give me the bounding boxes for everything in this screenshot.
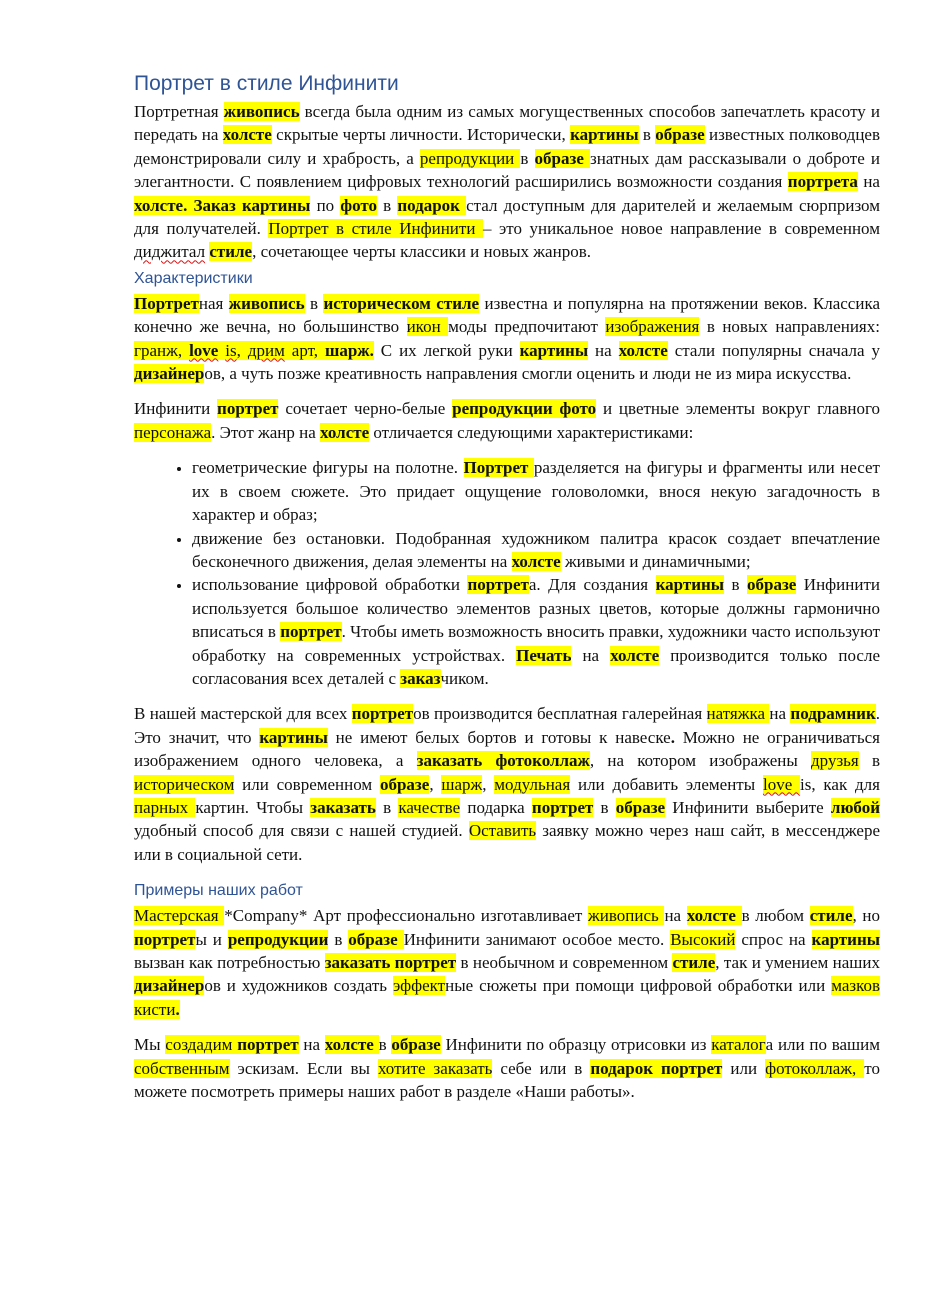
page-title: Портрет в стиле Инфинити [134,72,399,95]
highlighted-keyword: историческом [134,774,235,794]
highlighted-keyword: портрет [531,797,594,817]
characteristics-list [134,456,880,690]
highlighted-keyword: Портрет [134,293,199,313]
highlighted-keyword: живопись [223,102,300,121]
highlighted-keyword: Портрет в стиле Инфинити [268,219,483,239]
highlighted-keyword: мазков кисти [134,976,881,1019]
highlighted-keyword: is [225,340,237,360]
highlighted-keyword: фотоколлаж, [765,1058,865,1078]
highlighted-keyword: портрет [280,622,342,642]
highlighted-keyword: эффект [392,976,446,996]
highlighted-keyword: портрета [787,172,858,192]
highlighted-keyword: портрет [467,575,529,595]
intro-paragraph: Портретная живопись всегда была одним из самых могущественных способов запечатлеть красоту и передать на холсте скрытые черты личности. Исторически, картины в образе известных полководцев демонстрировали силу и храбрость, а репродукции в образе знатных дам рассказывали о доброте и элегантности. С появлением цифровых технологий расширились возможности создания портрета на холсте. Заказ картины по фото в подарок стал доступным для дарителей и желаемым сюрпризом для получателей. Портрет в стиле Инфинити – это уникальное новое направление в современном диджитал стиле, сочетающее черты классики и новых жанров. [134,102,881,262]
highlighted-keyword: Печать [516,645,572,665]
highlighted-keyword: икон [406,317,449,337]
highlighted-keyword: образе [747,575,797,595]
paragraph-classic: Портретная живопись в историческом стиле известна и популярна на протяжении веков. Классика конечно же вечна, но большинство икон моды предпочитают изображения в новых направлениях: гранж, love is, дрим арт, шарж. С их легкой руки картины на холсте стали популярны сначала у дизайнеров, а чуть позже креативность направления смогли оценить и люди не из мира искусства. [134,293,881,384]
highlighted-keyword: дизайнер [134,976,205,996]
highlighted-keyword: холсте [610,645,660,665]
highlighted-keyword: Портрет [463,458,534,478]
highlighted-keyword: картины [570,125,639,145]
highlighted-keyword: живопись [588,906,665,926]
highlighted-keyword: каталог [711,1035,766,1055]
highlighted-keyword: друзья [811,751,859,771]
highlighted-keyword: картины [519,340,589,360]
highlighted-keyword: заказать портрет [324,953,457,972]
highlighted-keyword: портрет [217,399,279,419]
highlighted-keyword: создадим [165,1035,238,1055]
list-item: • движение без остановки. Подобранная художником палитра красок создает впечатление бесконечного движения, делая элементы на холсте живыми и динамичными; [192,527,880,574]
highlighted-keyword: холсте [686,906,742,926]
highlighted-keyword: образе [348,929,404,949]
highlighted-keyword: Мастерская [134,906,225,926]
highlighted-keyword: дизайнер [134,364,205,384]
highlighted-keyword: репродукции фото [452,399,597,419]
highlighted-keyword: репродукции [419,148,521,168]
highlighted-keyword: подрамник [790,704,876,724]
highlighted-keyword: холсте [320,422,370,442]
highlighted-keyword: заказ [400,668,441,688]
highlighted-keyword: заказать [310,797,376,817]
highlighted-keyword: историческом стиле [323,293,480,313]
highlighted-keyword: подарок портрет [590,1058,723,1078]
highlighted-keyword: стиле [672,953,716,972]
highlighted-keyword: гранж, [134,340,190,360]
highlighted-keyword: образе [615,797,666,817]
highlighted-keyword: арт, [284,340,325,360]
text-run: диджитал [134,242,206,262]
highlighted-keyword: качестве [398,797,461,817]
highlighted-keyword: образе [534,148,591,168]
highlighted-keyword: картины [259,727,328,747]
highlighted-keyword: холсте. Заказ картины [134,195,311,215]
highlighted-keyword: стиле [809,906,853,926]
highlighted-keyword: . [175,999,180,1019]
highlighted-keyword: хотите заказать [377,1058,493,1078]
highlighted-keyword: заказать фотоколлаж [416,751,590,771]
highlighted-keyword: дрим [247,340,285,360]
highlighted-keyword: холсте [222,125,272,145]
highlighted-keyword: образе [379,774,430,794]
bold-text: . [670,727,675,747]
highlighted-keyword: love [762,774,801,794]
highlighted-keyword: образе [391,1035,441,1055]
highlighted-keyword: живопись [228,293,305,313]
list-item: • использование цифровой обработки портрета. Для создания картины в образе Инфинити используется большое количество элементов разных цветов, которые должны гармонично вписаться в портрет. Чтобы иметь возможность вносить правки, художники часто используют обработку на современных устройствах. Печать на холсте производится только после согласования всех деталей с заказчиком. [192,573,880,690]
highlighted-keyword: , [236,340,248,360]
highlighted-keyword: холсте [511,551,561,571]
highlighted-keyword: натяжка [706,704,770,724]
highlighted-keyword: love [189,340,219,360]
highlighted-keyword: фото [340,195,377,215]
highlighted-keyword: персонажа [134,422,212,442]
highlighted-keyword: собственным [134,1058,230,1078]
highlighted-keyword: холсте [324,1035,379,1055]
highlighted-keyword: репродукции [227,929,329,949]
section-heading-characteristics: Характеристики [134,269,253,287]
paragraph-workshop: В нашей мастерской для всех портретов производится бесплатная галерейная натяжка на подрамник. Это значит, что картины не имеют белых бортов и готовы к навеске. Можно не ограничиваться изображением одного человека, а заказать фотоколлаж, на котором изображены друзья в историческом или современном образе, шарж, модульная или добавить элементы love is, как для парных картин. Чтобы заказать в качестве подарка портрет в образе Инфинити выберите любой удобный способ для связи с нашей студией. Оставить заявку можно через наш сайт, в мессенджере или в социальной сети. [134,704,881,864]
highlighted-keyword: портрет [351,704,414,724]
paragraph-company: Мастерская *Company* Арт профессионально изготавливает живопись на холсте в любом стиле, но портреты и репродукции в образе Инфинити занимают особое место. Высокий спрос на картины вызван как потребностью заказать портрет в необычном и современном стиле, так и умением наших дизайнеров и художников создать эффектные сюжеты при помощи цифровой обработки или мазков кисти. [134,906,881,1019]
highlighted-keyword: шарж. [324,340,374,360]
highlighted-keyword: картины [811,929,881,949]
highlighted-keyword: стиле [209,242,253,262]
highlighted-keyword: холсте [618,340,668,360]
highlighted-keyword: любой [830,797,881,817]
highlighted-keyword: изображения [605,317,700,337]
highlighted-keyword: портрет [237,1035,299,1055]
paragraph-order: Мы создадим портрет на холсте в образе Инфинити по образцу отрисовки из каталога или по вашим собственным эскизам. Если вы хотите заказать себе или в подарок портрет или фотоколлаж, то можете посмотреть примеры наших работ в разделе «Наши работы». [134,1035,880,1102]
list-item: • геометрические фигуры на полотне. Портрет разделяется на фигуры и фрагменты или несет их в своем сюжете. Это придает ощущение головоломки, внося некую загадочность в характер и образ; [192,456,880,526]
highlighted-keyword: Высокий [670,929,736,949]
highlighted-keyword: картины [655,575,725,595]
highlighted-keyword: парных [134,797,196,817]
highlighted-keyword: подарок [397,195,467,215]
highlighted-keyword: образе [655,125,705,145]
highlighted-keyword: портрет [134,929,196,949]
section-heading-examples: Примеры наших работ [134,882,303,900]
paragraph-infinity: Инфинити портрет сочетает черно-белые репродукции фото и цветные элементы вокруг главного персонажа. Этот жанр на холсте отличается следующими характеристиками: [134,399,880,442]
highlighted-keyword: Оставить [468,821,537,841]
highlighted-keyword: модульная [494,774,571,794]
highlighted-keyword: шарж [441,774,483,794]
